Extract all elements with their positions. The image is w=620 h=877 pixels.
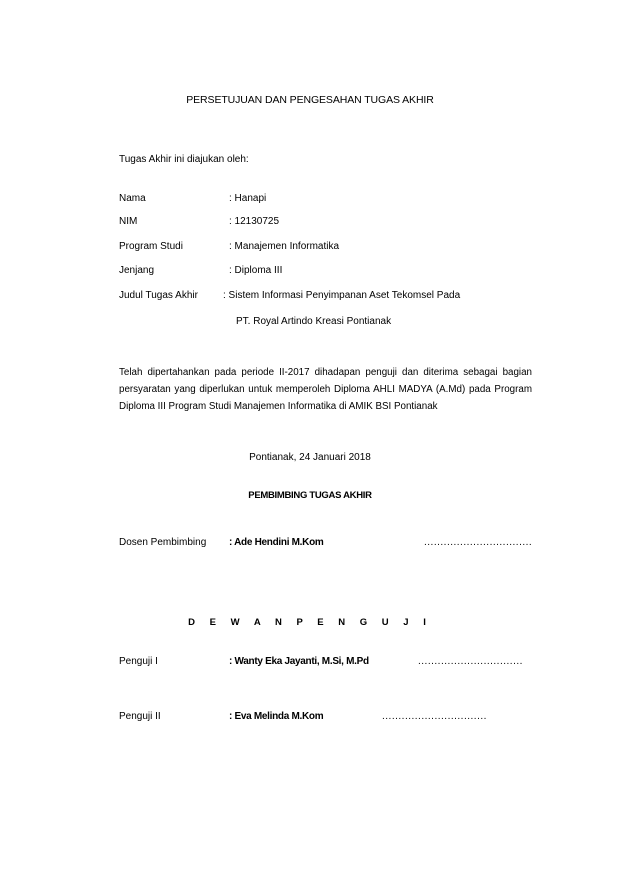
board-heading: D E W A N P E N G U J I: [188, 617, 432, 628]
field-label-program-studi: Program Studi: [119, 241, 183, 252]
examiner-1-label: Penguji I: [119, 656, 158, 667]
place-date: Pontianak, 24 Januari 2018: [249, 452, 371, 463]
field-label-nama: Nama: [119, 193, 146, 204]
title-continuation: PT. Royal Artindo Kreasi Pontianak: [236, 316, 392, 327]
examiner-2-name: : Eva Melinda M.Kom: [229, 711, 324, 722]
field-value-jenjang: : Diploma III: [229, 265, 283, 276]
supervisor-label: Dosen Pembimbing: [119, 537, 207, 548]
examiner-2-label: Penguji II: [119, 711, 161, 722]
supervisor-signature-line: .................................: [424, 537, 533, 548]
examiner-2-signature-line: ................................: [382, 711, 487, 722]
page-title: PERSETUJUAN DAN PENGESAHAN TUGAS AKHIR: [186, 94, 434, 106]
field-value-program-studi: : Manajemen Informatika: [229, 241, 340, 252]
field-value-nim: : 12130725: [229, 216, 280, 227]
supervisor-name: : Ade Hendini M.Kom: [229, 537, 324, 548]
field-value-nama: : Hanapi: [229, 193, 267, 204]
field-label-judul: Judul Tugas Akhir: [119, 290, 198, 301]
approval-paragraph: Telah dipertahankan pada periode II-2017 dihadapan penguji dan diterima sebagai bagian persyaratan yang diperlukan untuk memperoleh Diploma AHLI MADYA (A.Md) pada Program Diploma III Program Studi Manajemen Informatika di AMIK BSI Pontianak: [119, 367, 532, 412]
examiner-1-name: : Wanty Eka Jayanti, M.Si, M.Pd: [229, 656, 369, 667]
examiner-1-signature-line: ................................: [418, 656, 523, 667]
field-label-jenjang: Jenjang: [119, 265, 155, 276]
intro-text: Tugas Akhir ini diajukan oleh:: [119, 154, 249, 165]
field-value-judul: : Sistem Informasi Penyimpanan Aset Tekomsel Pada: [223, 290, 461, 301]
supervisor-heading: PEMBIMBING TUGAS AKHIR: [248, 490, 372, 501]
field-label-nim: NIM: [119, 216, 138, 227]
